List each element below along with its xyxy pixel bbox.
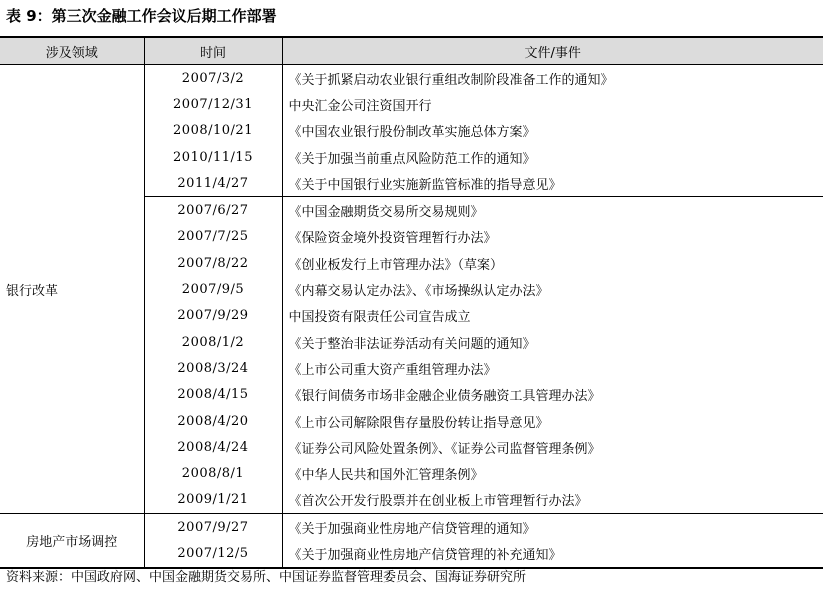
event-cell: 中国投资有限责任公司宣告成立	[282, 303, 823, 329]
event-cell: 《上市公司解除限售存量股份转让指导意见》	[282, 408, 823, 434]
event-cell: 《内幕交易认定办法》、《市场操纵认定办法》	[282, 276, 823, 302]
domain-cell: 银行改革	[0, 65, 144, 514]
event-cell: 《中华人民共和国外汇管理条例》	[282, 460, 823, 486]
event-cell: 《保险资金境外投资管理暂行办法》	[282, 224, 823, 250]
time-cell: 2007/9/27	[144, 514, 282, 541]
event-cell: 《中国金融期货交易所交易规则》	[282, 197, 823, 224]
time-cell: 2009/1/21	[144, 487, 282, 514]
table-row	[0, 514, 823, 541]
time-cell: 2008/1/2	[144, 329, 282, 355]
event-cell: 《证券公司风险处置条例》、《证券公司监督管理条例》	[282, 434, 823, 460]
event-cell: 《中国农业银行股份制改革实施总体方案》	[282, 118, 823, 144]
event-cell: 《上市公司重大资产重组管理办法》	[282, 355, 823, 381]
time-cell: 2008/8/1	[144, 460, 282, 486]
event-cell: 《首次公开发行股票并在创业板上市管理暂行办法》	[282, 487, 823, 514]
header-time: 时间	[144, 37, 282, 65]
time-cell: 2007/9/5	[144, 276, 282, 302]
event-cell: 《关于加强当前重点风险防范工作的通知》	[282, 144, 823, 170]
table-row	[0, 65, 823, 92]
time-cell: 2007/12/31	[144, 91, 282, 117]
event-cell: 《关于加强商业性房地产信贷管理的补充通知》	[282, 540, 823, 567]
event-cell: 中央汇金公司注资国开行	[282, 91, 823, 117]
header-event: 文件/事件	[282, 37, 823, 65]
time-cell: 2007/6/27	[144, 197, 282, 224]
event-cell: 《关于加强商业性房地产信贷管理的通知》	[282, 514, 823, 541]
time-cell: 2008/4/24	[144, 434, 282, 460]
event-cell: 《银行间债务市场非金融企业债务融资工具管理办法》	[282, 382, 823, 408]
time-cell: 2007/8/22	[144, 250, 282, 276]
time-cell: 2007/9/29	[144, 303, 282, 329]
event-cell: 《关于中国银行业实施新监管标准的指导意见》	[282, 170, 823, 197]
table-title: 表 9：第三次金融工作会议后期工作部署	[6, 7, 277, 25]
time-cell: 2007/3/2	[144, 65, 282, 92]
header-row	[0, 37, 823, 65]
table-body	[0, 65, 823, 568]
source-note: 资料来源：中国政府网、中国金融期货交易所、中国证券监督管理委员会、国海证券研究所	[6, 570, 527, 585]
event-cell: 《关于抓紧启动农业银行重组改制阶段准备工作的通知》	[282, 65, 823, 92]
time-cell: 2007/12/5	[144, 540, 282, 567]
header-domain: 涉及领域	[0, 37, 144, 65]
event-cell: 《创业板发行上市管理办法》（草案）	[282, 250, 823, 276]
time-cell: 2008/10/21	[144, 118, 282, 144]
event-cell: 《关于整治非法证券活动有关问题的通知》	[282, 329, 823, 355]
time-cell: 2011/4/27	[144, 170, 282, 197]
time-cell: 2008/4/20	[144, 408, 282, 434]
time-cell: 2008/3/24	[144, 355, 282, 381]
domain-cell: 房地产市场调控	[0, 514, 144, 568]
time-cell: 2007/7/25	[144, 224, 282, 250]
time-cell: 2010/11/15	[144, 144, 282, 170]
time-cell: 2008/4/15	[144, 382, 282, 408]
policy-table	[0, 36, 823, 569]
